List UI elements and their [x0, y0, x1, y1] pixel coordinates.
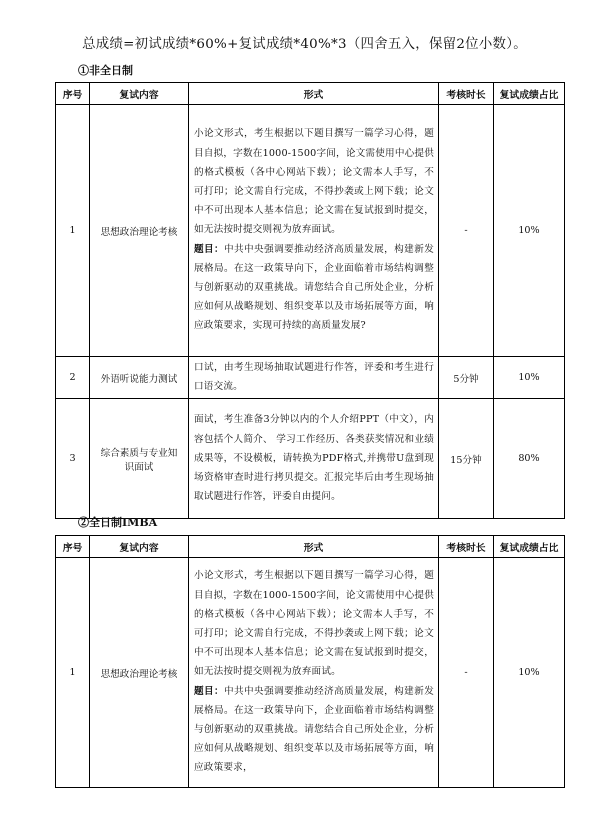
topic-text: 中共中央强调要推动经济高质量发展，构建新发展格局。在这一政策导向下，企业面临着市场结构调整与创新驱动的双重挑战。请您结合自己所处企业，分析应如何从战略规划、组织变革以及市场拓展等方面，响应政策要求，实现可持续的高质量发展? [194, 243, 434, 332]
row-no: 1 [56, 558, 90, 788]
header-duration: 考核时长 [439, 536, 494, 558]
row-content: 思想政治理论考核 [90, 558, 189, 788]
topic-label: 题目： [194, 243, 225, 255]
header-no: 序号 [56, 83, 90, 105]
header-ratio: 复试成绩占比 [494, 536, 565, 558]
row-duration: 15分钟 [439, 399, 494, 519]
row-form [189, 399, 439, 519]
row-form [189, 558, 439, 788]
row-form [189, 357, 439, 399]
row-no: 3 [56, 399, 90, 519]
row-no: 1 [56, 105, 90, 357]
form-topic [194, 682, 434, 778]
section-title-imba: ②全日制IMBA [78, 516, 158, 529]
header-content: 复试内容 [90, 83, 189, 105]
table-row [56, 105, 565, 357]
row-ratio: 10% [494, 105, 565, 357]
score-formula: 总成绩=初试成绩*60%+复试成绩*40%*3（四舍五入，保留2位小数）。 [82, 37, 527, 52]
form-text: 口试，由考生现场抽取试题进行作答，评委和考生进行口语交流。 [194, 362, 434, 393]
form-topic [194, 240, 434, 336]
row-content: 综合素质与专业知识面试 [90, 399, 189, 519]
table-row [56, 399, 565, 519]
row-form [189, 105, 439, 357]
table-header-row [56, 536, 565, 558]
header-no: 序号 [56, 536, 90, 558]
header-form: 形式 [189, 536, 439, 558]
header-ratio: 复试成绩占比 [494, 83, 565, 105]
row-duration: - [439, 558, 494, 788]
row-ratio: 80% [494, 399, 565, 519]
row-ratio: 10% [494, 558, 565, 788]
header-content: 复试内容 [90, 536, 189, 558]
row-content: 外语听说能力测试 [90, 357, 189, 399]
form-text: 小论文形式，考生根据以下题目撰写一篇学习心得，题目自拟，字数在1000-1500字间，论文需使用中心提供的格式模板（各中心网站下载）；论文需本人手写，不可打印；论文需自行完成，不得抄袭或上网下载；论文中不可出现本人基本信息；论文需在复试报到时提交，如无法按时提交则视为放弃面试。 [194, 128, 434, 236]
table-row [56, 558, 565, 788]
imba-table [55, 535, 565, 788]
form-text: 面试，考生准备3分钟以内的个人介绍PPT（中文），内容包括个人简介、 学习工作经历、各类获奖情况和业绩成果等，不设模板，请转换为PDF格式,并携带U盘到现场资格审查时进行拷贝提交。汇报完毕后由考生现场抽取试题进行作答，评委自由提问。 [194, 414, 434, 503]
header-duration: 考核时长 [439, 83, 494, 105]
row-duration: 5分钟 [439, 357, 494, 399]
row-no: 2 [56, 357, 90, 399]
table-row [56, 357, 565, 399]
form-text: 小论文形式，考生根据以下题目撰写一篇学习心得，题目自拟，字数在1000-1500字间，论文需使用中心提供的格式模板（各中心网站下载）；论文需本人手写，不可打印；论文需自行完成，不得抄袭或上网下载；论文中不可出现本人基本信息；论文需在复试报到时提交，如无法按时提交则视为放弃面试。 [194, 570, 434, 678]
row-duration: - [439, 105, 494, 357]
table-header-row [56, 83, 565, 105]
row-ratio: 10% [494, 357, 565, 399]
header-form: 形式 [189, 83, 439, 105]
row-content: 思想政治理论考核 [90, 105, 189, 357]
topic-label: 题目： [194, 685, 225, 697]
topic-text: 中共中央强调要推动经济高质量发展，构建新发展格局。在这一政策导向下，企业面临着市场结构调整与创新驱动的双重挑战。请您结合自己所处企业，分析应如何从战略规划、组织变革以及市场拓展等方面，响应政策要求， [194, 685, 434, 774]
part-time-table [55, 82, 565, 519]
section-title-part-time: ①非全日制 [78, 64, 133, 77]
